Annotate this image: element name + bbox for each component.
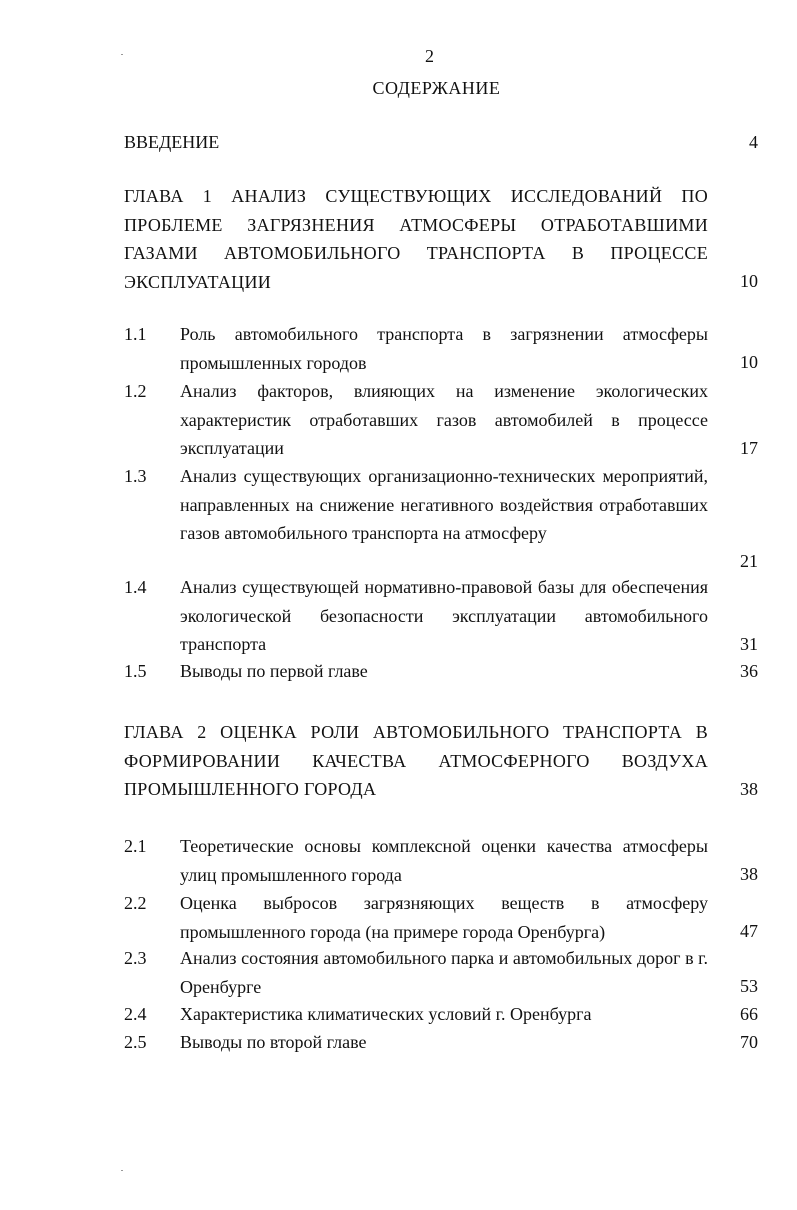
section-number: 2.4 xyxy=(124,1004,147,1024)
section-title: Анализ существующей нормативно-правовой базы для обеспечения экологической безопасности эксплуатации автомобильного транспорта xyxy=(180,577,708,654)
section-number: 2.3 xyxy=(124,948,147,968)
section-title: Оценка выбросов загрязняющих веществ в атмосферу промышленного города (на примере города Оренбурга) xyxy=(180,893,708,942)
toc-section-1-3[interactable] xyxy=(124,462,758,576)
section-page: 31 xyxy=(740,634,758,654)
section-title: Роль автомобильного транспорта в загрязнении атмосферы промышленных городов xyxy=(180,324,708,373)
toc-chapter-2-heading[interactable] xyxy=(124,718,758,804)
section-number: 1.5 xyxy=(124,661,147,681)
section-title: Анализ существующих организационно-технических мероприятий, направленных на снижение негативного воздействия отработавших газов автомобильного транспорта на атмосферу xyxy=(180,466,708,543)
chapter-heading-page: 10 xyxy=(740,271,758,291)
section-page: 38 xyxy=(740,864,758,884)
section-page: 17 xyxy=(740,438,758,458)
page-number: 2 xyxy=(425,46,434,66)
section-number: 2.2 xyxy=(124,893,147,913)
section-number: 1.4 xyxy=(124,577,147,597)
section-page: 47 xyxy=(740,921,758,941)
toc-section-2-3[interactable] xyxy=(124,944,758,1001)
section-page: 53 xyxy=(740,976,758,996)
toc-entry-label: ВВЕДЕНИЕ xyxy=(124,132,220,152)
toc-section-2-1[interactable] xyxy=(124,832,758,889)
toc-entry-page: 4 xyxy=(749,132,758,152)
section-number: 2.5 xyxy=(124,1032,147,1052)
toc-section-1-5[interactable] xyxy=(124,657,758,686)
section-number: 1.2 xyxy=(124,381,147,401)
section-title: Анализ состояния автомобильного парка и автомобильных дорог в г. Оренбурге xyxy=(180,948,708,997)
chapter-heading-page: 38 xyxy=(740,779,758,799)
scan-speck xyxy=(121,1170,123,1171)
section-page: 66 xyxy=(740,1004,758,1024)
section-page: 36 xyxy=(740,661,758,681)
toc-entry-introduction[interactable] xyxy=(124,128,758,157)
section-page: 10 xyxy=(740,352,758,372)
section-number: 1.3 xyxy=(124,466,147,486)
section-title: Характеристика климатических условий г. Оренбурга xyxy=(180,1004,592,1024)
section-page: 70 xyxy=(740,1032,758,1052)
toc-chapter-1-heading[interactable] xyxy=(124,182,758,296)
section-title: Выводы по второй главе xyxy=(180,1032,367,1052)
toc-section-2-5[interactable] xyxy=(124,1028,758,1057)
toc-section-1-1[interactable] xyxy=(124,320,758,377)
section-title: Выводы по первой главе xyxy=(180,661,368,681)
toc-section-1-2[interactable] xyxy=(124,377,758,463)
section-number: 1.1 xyxy=(124,324,147,344)
chapter-heading-text: ГЛАВА 2 ОЦЕНКА РОЛИ АВТОМОБИЛЬНОГО ТРАНСПОРТА В ФОРМИРОВАНИИ КАЧЕСТВА АТМОСФЕРНОГО ВОЗДУХА ПРОМЫШЛЕННОГО ГОРОДА xyxy=(124,722,708,799)
section-title: Теоретические основы комплексной оценки качества атмосферы улиц промышленного города xyxy=(180,836,708,885)
chapter-heading-text: ГЛАВА 1 АНАЛИЗ СУЩЕСТВУЮЩИХ ИССЛЕДОВАНИЙ ПО ПРОБЛЕМЕ ЗАГРЯЗНЕНИЯ АТМОСФЕРЫ ОТРАБОТАВШИМИ ГАЗАМИ АВТОМОБИЛЬНОГО ТРАНСПОРТА В ПРОЦЕССЕ ЭКСПЛУАТАЦИИ xyxy=(124,186,708,292)
section-page: 21 xyxy=(740,551,758,571)
toc-section-2-4[interactable] xyxy=(124,1000,758,1029)
toc-section-1-4[interactable] xyxy=(124,573,758,659)
section-number: 2.1 xyxy=(124,836,147,856)
toc-section-2-2[interactable] xyxy=(124,889,758,946)
toc-title: СОДЕРЖАНИЕ xyxy=(372,78,501,98)
section-title: Анализ факторов, влияющих на изменение экологических характеристик отработавших газов автомобилей в процессе эксплуатации xyxy=(180,381,708,458)
